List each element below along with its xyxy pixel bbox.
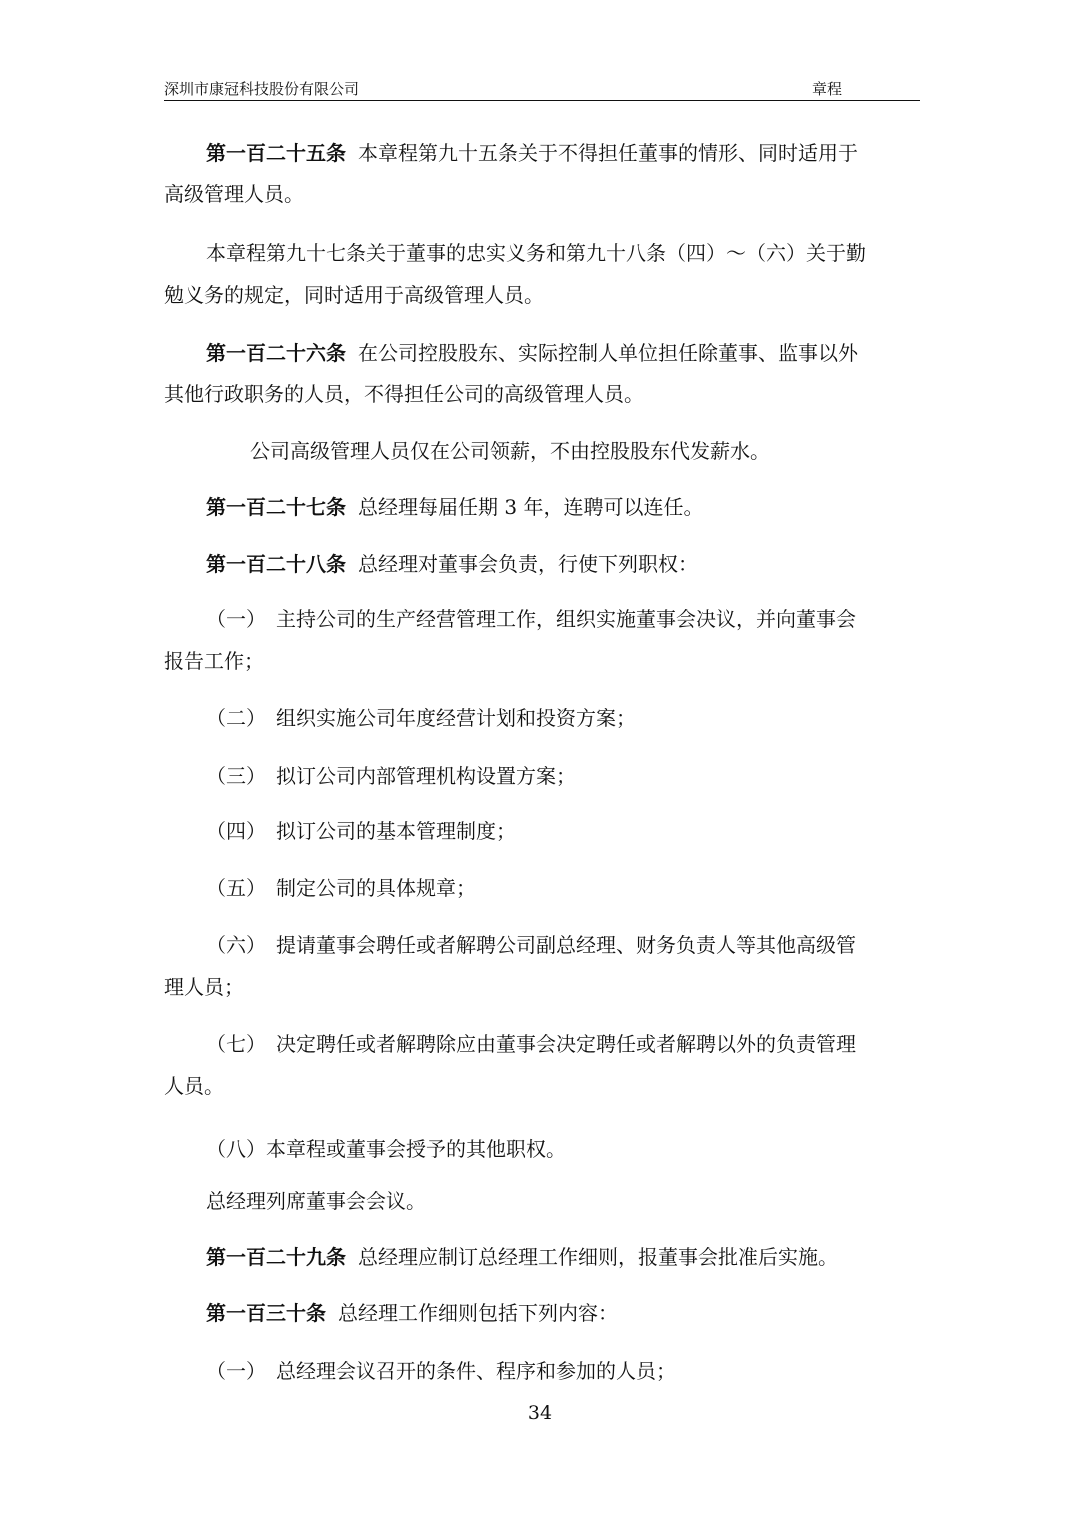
list-item-4 bbox=[206, 818, 966, 844]
list-text: 提请董事会聘任或者解聘公司副总经理、财务负责人等其他高级管 bbox=[276, 933, 856, 957]
article-heading: 第一百二十五条 bbox=[206, 141, 346, 165]
article-heading: 第一百二十七条 bbox=[206, 495, 346, 519]
list-number: （六） bbox=[206, 933, 266, 957]
list-number: （三） bbox=[206, 764, 266, 788]
paragraph-line: 报告工作； bbox=[164, 649, 264, 673]
list-text: 主持公司的生产经营管理工作，组织实施董事会决议，并向董事会 bbox=[276, 607, 856, 631]
list-number: （七） bbox=[206, 1032, 266, 1056]
article-text: 总经理每届任期 3 年，连聘可以连任。 bbox=[358, 495, 704, 519]
article-text: 总经理应制订总经理工作细则，报董事会批准后实施。 bbox=[358, 1245, 838, 1269]
article-text: 总经理对董事会负责，行使下列职权： bbox=[358, 552, 698, 576]
header-divider bbox=[164, 100, 920, 101]
list-item-6 bbox=[206, 932, 966, 958]
list-item-8: （八）本章程或董事会授予的其他职权。 bbox=[206, 1137, 566, 1161]
list-text: 拟订公司的基本管理制度； bbox=[276, 819, 516, 843]
list-number: （一） bbox=[206, 1359, 266, 1383]
list-text: 组织实施公司年度经营计划和投资方案； bbox=[276, 706, 636, 730]
article-127 bbox=[206, 494, 966, 520]
list-text: 制定公司的具体规章； bbox=[276, 876, 476, 900]
list-number: （一） bbox=[206, 607, 266, 631]
header-company-name: 深圳市康冠科技股份有限公司 bbox=[164, 80, 360, 98]
paragraph-line: 其他行政职务的人员，不得担任公司的高级管理人员。 bbox=[164, 382, 644, 406]
page-header bbox=[164, 78, 920, 100]
list-item-5 bbox=[206, 875, 966, 901]
article-128 bbox=[206, 551, 966, 577]
article-126 bbox=[206, 340, 966, 366]
article-text: 在公司控股股东、实际控制人单位担任除董事、监事以外 bbox=[358, 341, 858, 365]
article-heading: 第一百二十六条 bbox=[206, 341, 346, 365]
list-item-1 bbox=[206, 606, 966, 632]
article-125 bbox=[206, 140, 966, 166]
list-item-1 bbox=[206, 1358, 966, 1384]
header-document-type: 章程 bbox=[812, 80, 843, 98]
article-heading: 第一百二十八条 bbox=[206, 552, 346, 576]
paragraph-line: 人员。 bbox=[164, 1074, 224, 1098]
paragraph-line: 理人员； bbox=[164, 975, 244, 999]
paragraph-line: 高级管理人员。 bbox=[164, 182, 304, 206]
article-heading: 第一百二十九条 bbox=[206, 1245, 346, 1269]
list-item-2 bbox=[206, 705, 966, 731]
list-number: （五） bbox=[206, 876, 266, 900]
paragraph-line: 本章程第九十七条关于董事的忠实义务和第九十八条（四）～（六）关于勤 bbox=[206, 241, 866, 265]
article-text: 总经理工作细则包括下列内容： bbox=[338, 1301, 618, 1325]
article-130 bbox=[206, 1300, 966, 1326]
list-text: 总经理会议召开的条件、程序和参加的人员； bbox=[276, 1359, 676, 1383]
paragraph-line: 勉义务的规定，同时适用于高级管理人员。 bbox=[164, 283, 544, 307]
list-number: （二） bbox=[206, 706, 266, 730]
list-number: （四） bbox=[206, 819, 266, 843]
page-number: 34 bbox=[527, 1402, 553, 1424]
article-129 bbox=[206, 1244, 966, 1270]
list-item-3 bbox=[206, 763, 966, 789]
list-item-7 bbox=[206, 1031, 966, 1057]
article-heading: 第一百三十条 bbox=[206, 1301, 326, 1325]
article-text: 本章程第九十五条关于不得担任董事的情形、同时适用于 bbox=[358, 141, 858, 165]
list-text: 拟订公司内部管理机构设置方案； bbox=[276, 764, 576, 788]
paragraph-line: 总经理列席董事会会议。 bbox=[206, 1189, 426, 1213]
list-text: 决定聘任或者解聘除应由董事会决定聘任或者解聘以外的负责管理 bbox=[276, 1032, 856, 1056]
paragraph-line: 公司高级管理人员仅在公司领薪，不由控股股东代发薪水。 bbox=[250, 439, 770, 463]
